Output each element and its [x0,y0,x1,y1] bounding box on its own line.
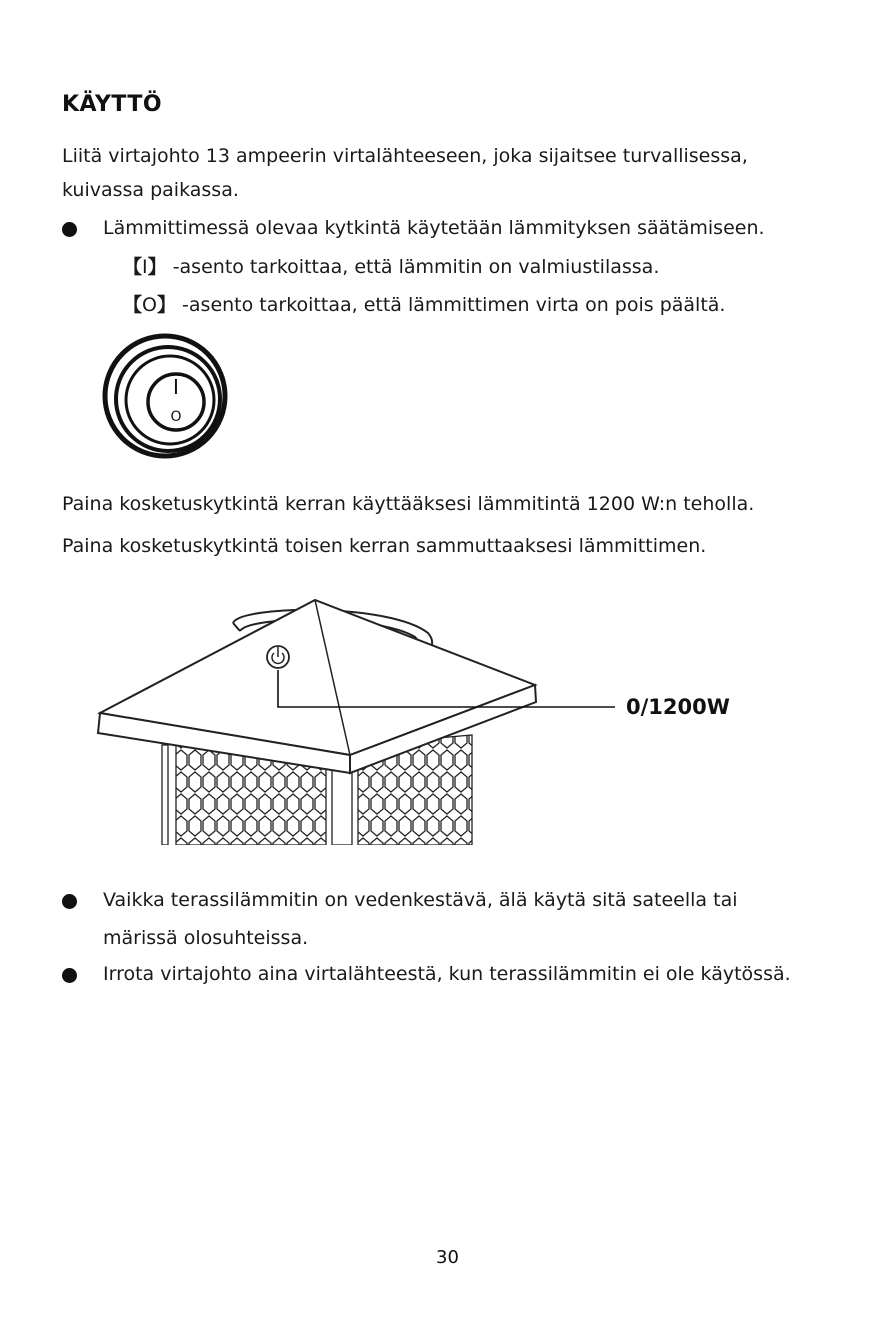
bullet-rain-line-1: Vaikka terassilämmitin on vedenkestävä, älä käytä sitä sateella tai [103,889,738,911]
bullet-dot-icon [62,968,77,983]
heater-diagram [90,595,550,845]
bullet-rain-line-2: märissä olosuhteissa. [103,927,309,949]
switch-on-mark: I [173,375,179,399]
bullet-unplug-text: Irrota virtajohto aina virtalähteestä, kun terassilämmitin ei ole käytössä. [103,963,791,985]
touch-line-2: Paina kosketuskytkintä toisen kerran sammuttaaksesi lämmittimen. [62,535,707,557]
bullet-switch-text: Lämmittimessä olevaa kytkintä käytetään lämmityksen säätämiseen. [103,217,765,239]
page-title: KÄYTTÖ [62,92,163,117]
touch-line-1: Paina kosketuskytkintä kerran käyttääksesi lämmitintä 1200 W:n teholla. [62,493,755,515]
rocker-switch-icon [100,330,230,460]
intro-line-1: Liitä virtajohto 13 ampeerin virtalähteeseen, joka sijaitsee turvallisessa, [62,145,748,167]
intro-line-2: kuivassa paikassa. [62,179,239,201]
switch-off-text: -asento tarkoittaa, että lämmittimen virta on pois päältä. [182,294,726,316]
switch-on-text: -asento tarkoittaa, että lämmitin on valmiustilassa. [172,256,660,278]
switch-off-description [123,293,725,317]
bullet-dot-icon [62,894,77,909]
switch-on-description [123,255,659,279]
bracket-open: 【 [123,256,143,278]
page-number: 30 [436,1247,459,1268]
switch-off-mark: O [170,409,182,425]
switch-off-symbol: O [142,294,157,316]
switch-on-symbol: I [142,256,148,278]
bullet-dot-icon [62,222,77,237]
bracket-close: 】 [156,294,176,316]
bracket-close: 】 [147,256,167,278]
bracket-open: 【 [123,294,143,316]
callout-line [550,706,615,710]
power-label: 0/1200W [626,695,730,719]
